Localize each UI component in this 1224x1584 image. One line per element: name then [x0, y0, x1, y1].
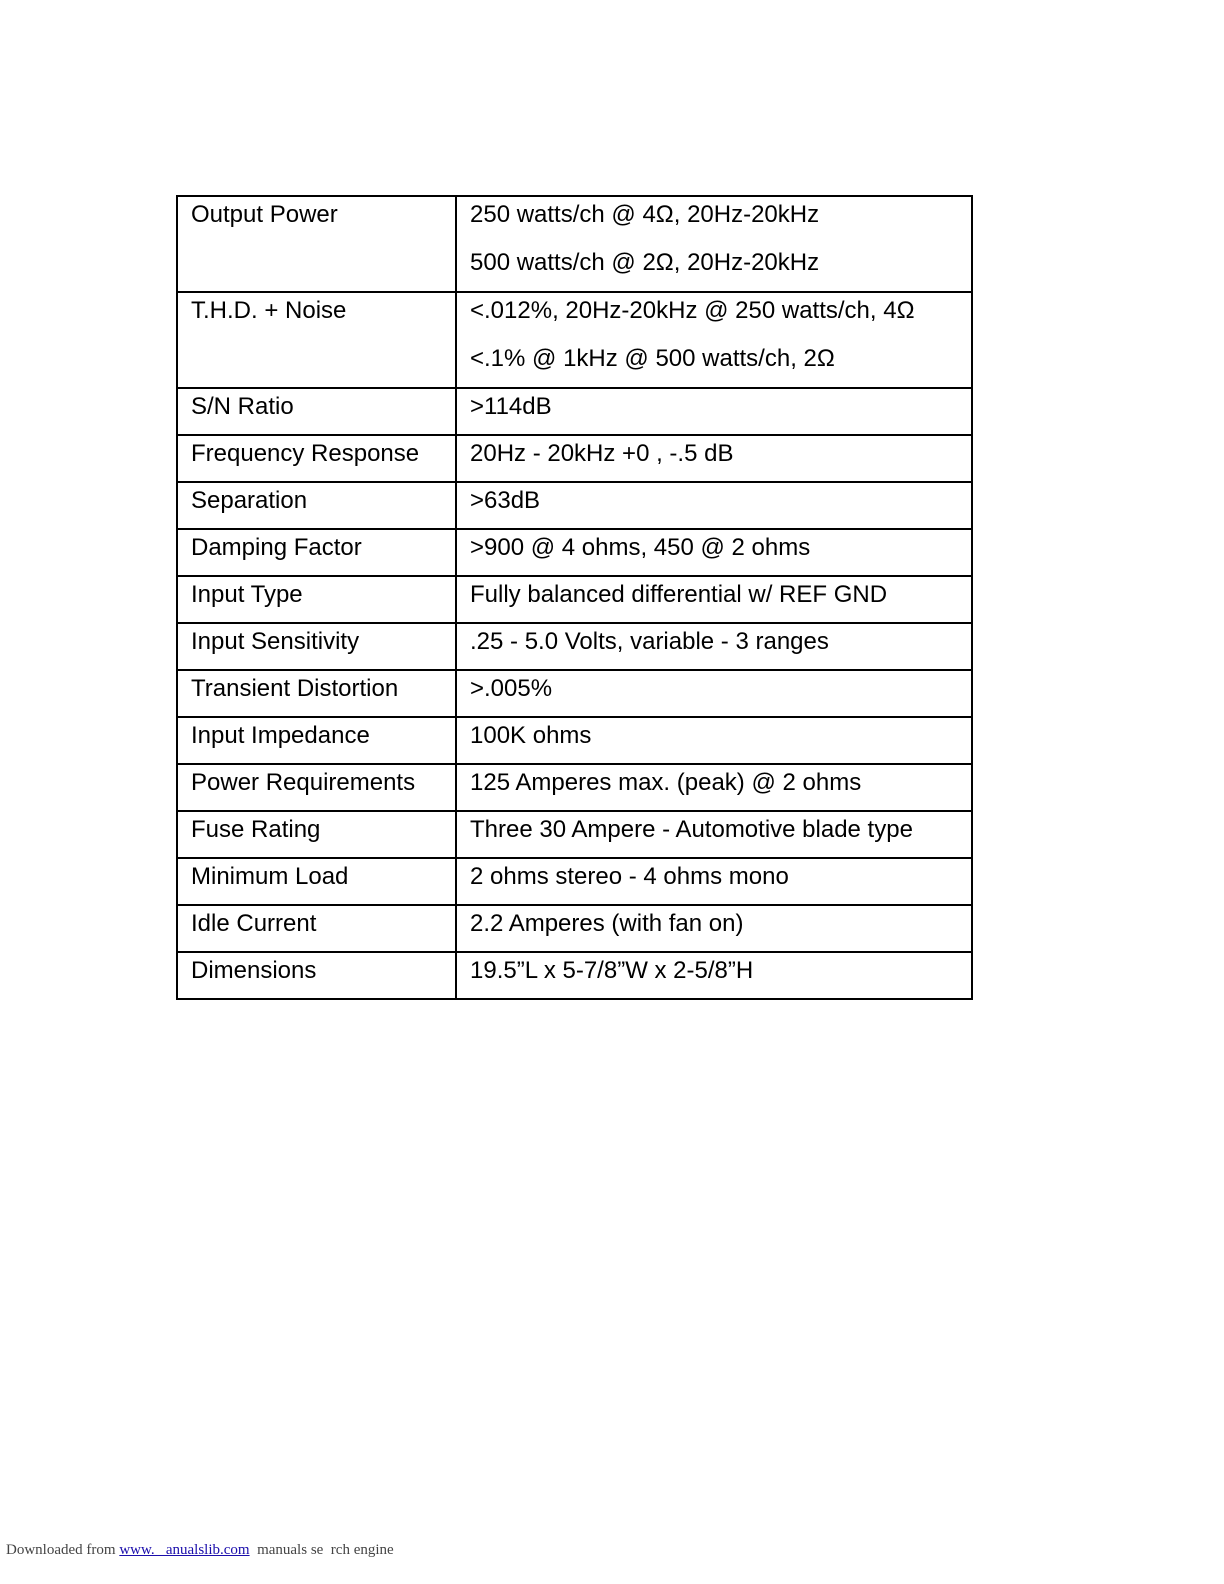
- spec-value-cell: [456, 858, 972, 905]
- spec-value-cell: [456, 292, 972, 388]
- spec-row: [177, 623, 972, 670]
- spec-value: <.012%, 20Hz-20kHz @ 250 watts/ch, 4Ω: [470, 297, 915, 324]
- spec-value-cell: [456, 952, 972, 999]
- spec-value-cell: [456, 482, 972, 529]
- spec-value: 250 watts/ch @ 4Ω, 20Hz-20kHz: [470, 201, 820, 228]
- spec-row: [177, 811, 972, 858]
- spec-row: [177, 576, 972, 623]
- spec-value: 20Hz - 20kHz +0 , -.5 dB: [470, 440, 734, 467]
- spec-label: Damping Factor: [177, 529, 456, 576]
- spec-label: S/N Ratio: [177, 388, 456, 435]
- spec-value: 2.2 Amperes (with fan on): [470, 910, 744, 937]
- spec-row: [177, 388, 972, 435]
- footer-prefix: Downloaded from: [6, 1542, 120, 1558]
- footer-suffix: manuals se rch engine: [249, 1542, 394, 1558]
- spec-label: Input Impedance: [177, 717, 456, 764]
- spec-value: Three 30 Ampere - Automotive blade type: [470, 816, 913, 843]
- spec-label: T.H.D. + Noise: [177, 292, 456, 388]
- spec-label: Separation: [177, 482, 456, 529]
- specifications-table: [176, 195, 973, 1000]
- spec-value: >114dB: [470, 393, 552, 420]
- spec-row: [177, 764, 972, 811]
- spec-value-cell: [456, 388, 972, 435]
- spec-row: [177, 670, 972, 717]
- spec-label: Frequency Response: [177, 435, 456, 482]
- spec-value-cell: [456, 623, 972, 670]
- spec-value-cell: [456, 435, 972, 482]
- spec-value: Fully balanced differential w/ REF GND: [470, 581, 888, 608]
- spec-value: 100K ohms: [470, 722, 592, 749]
- spec-value-cell: [456, 717, 972, 764]
- spec-row: [177, 905, 972, 952]
- spec-value-cell: [456, 576, 972, 623]
- spec-label: Fuse Rating: [177, 811, 456, 858]
- spec-value: .25 - 5.0 Volts, variable - 3 ranges: [470, 628, 829, 655]
- spec-row: [177, 482, 972, 529]
- spec-row: [177, 858, 972, 905]
- spec-label: Idle Current: [177, 905, 456, 952]
- spec-value: 500 watts/ch @ 2Ω, 20Hz-20kHz: [470, 249, 820, 276]
- spec-value: 125 Amperes max. (peak) @ 2 ohms: [470, 769, 862, 796]
- spec-value: 2 ohms stereo - 4 ohms mono: [470, 863, 789, 890]
- spec-label: Dimensions: [177, 952, 456, 999]
- spec-row: [177, 952, 972, 999]
- spec-value-cell: [456, 764, 972, 811]
- spec-value: >900 @ 4 ohms, 450 @ 2 ohms: [470, 534, 811, 561]
- spec-value: >63dB: [470, 487, 541, 514]
- spec-value: >.005%: [470, 675, 553, 702]
- spec-label: Power Requirements: [177, 764, 456, 811]
- spec-value: 19.5”L x 5-7/8”W x 2-5/8”H: [470, 957, 754, 984]
- spec-label: Transient Distortion: [177, 670, 456, 717]
- spec-label: Input Sensitivity: [177, 623, 456, 670]
- download-footer: [6, 1542, 394, 1559]
- spec-label: Output Power: [177, 196, 456, 292]
- spec-label: Minimum Load: [177, 858, 456, 905]
- spec-value-cell: [456, 196, 972, 292]
- spec-value-cell: [456, 529, 972, 576]
- spec-row: [177, 292, 972, 388]
- spec-row: [177, 196, 972, 292]
- spec-value-cell: [456, 905, 972, 952]
- spec-label: Input Type: [177, 576, 456, 623]
- spec-row: [177, 529, 972, 576]
- spec-value-cell: [456, 670, 972, 717]
- manualslib-link[interactable]: www. anualslib.com: [119, 1542, 250, 1558]
- spec-value-cell: [456, 811, 972, 858]
- spec-value: <.1% @ 1kHz @ 500 watts/ch, 2Ω: [470, 345, 835, 372]
- spec-row: [177, 435, 972, 482]
- specifications-table-body: [177, 196, 972, 999]
- spec-row: [177, 717, 972, 764]
